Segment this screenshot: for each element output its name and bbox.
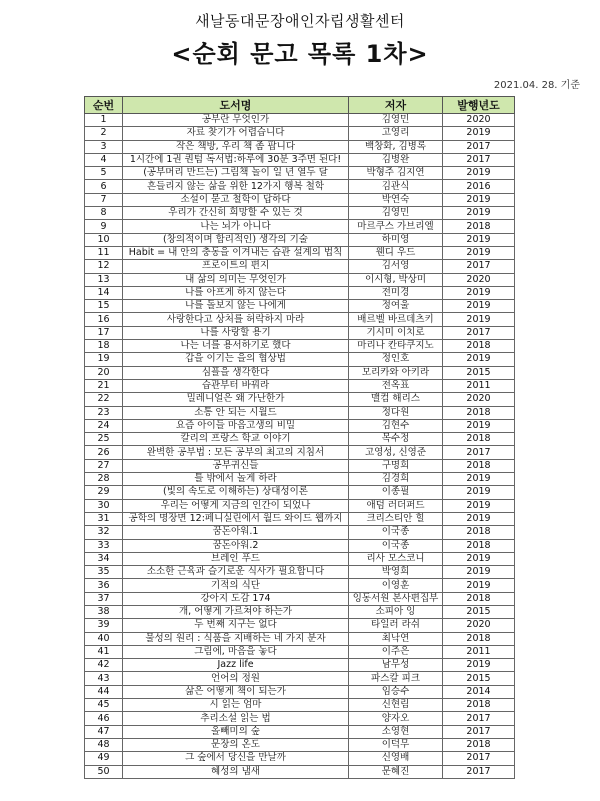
cell-title: 기적의 식단 (123, 579, 349, 592)
cell-year: 2019 (443, 566, 515, 579)
cell-year: 2019 (443, 246, 515, 259)
cell-author: 김영민 (349, 114, 443, 127)
cell-author: 타일러 라쉬 (349, 619, 443, 632)
cell-year: 2017 (443, 446, 515, 459)
column-header-title: 도서명 (123, 97, 349, 114)
cell-author: 소영현 (349, 725, 443, 738)
cell-number: 43 (85, 672, 123, 685)
table-row (85, 659, 515, 672)
cell-author: 이영훈 (349, 579, 443, 592)
cell-author: 기시미 이치로 (349, 326, 443, 339)
cell-number: 40 (85, 632, 123, 645)
cell-number: 29 (85, 486, 123, 499)
cell-year: 2018 (443, 539, 515, 552)
cell-title: 작은 책방, 우리 책 좀 팝니다 (123, 140, 349, 153)
cell-author: 김경희 (349, 473, 443, 486)
cell-year: 2020 (443, 619, 515, 632)
cell-author: 신영배 (349, 752, 443, 765)
cell-year: 2015 (443, 605, 515, 618)
cell-number: 46 (85, 712, 123, 725)
cell-author: 전미경 (349, 286, 443, 299)
column-header-year: 발행년도 (443, 97, 515, 114)
cell-year: 2015 (443, 672, 515, 685)
table-row (85, 459, 515, 472)
cell-title: 삶은 어떻게 책이 되는가 (123, 685, 349, 698)
cell-author: 이국종 (349, 526, 443, 539)
cell-author: 배르벨 바르데츠키 (349, 313, 443, 326)
table-row (85, 353, 515, 366)
cell-year: 2019 (443, 233, 515, 246)
cell-number: 17 (85, 326, 123, 339)
cell-author: 소피아 잉 (349, 605, 443, 618)
cell-number: 28 (85, 473, 123, 486)
cell-author: 김관식 (349, 180, 443, 193)
cell-year: 2018 (443, 738, 515, 751)
table-row (85, 486, 515, 499)
cell-title: 꿈돈아워.1 (123, 526, 349, 539)
cell-number: 24 (85, 419, 123, 432)
cell-title: 문장의 온도 (123, 738, 349, 751)
cell-title: 시 읽는 엄마 (123, 699, 349, 712)
cell-year: 2017 (443, 260, 515, 273)
cell-year: 2017 (443, 153, 515, 166)
cell-number: 11 (85, 246, 123, 259)
cell-title: 꿈돈아워.2 (123, 539, 349, 552)
cell-year: 2019 (443, 353, 515, 366)
cell-title: 칼리의 프랑스 학교 이야기 (123, 433, 349, 446)
cell-number: 3 (85, 140, 123, 153)
cell-number: 50 (85, 765, 123, 778)
cell-year: 2019 (443, 419, 515, 432)
cell-year: 2017 (443, 752, 515, 765)
cell-year: 2019 (443, 207, 515, 220)
cell-author: 맬컴 해리스 (349, 393, 443, 406)
table-row (85, 592, 515, 605)
cell-number: 47 (85, 725, 123, 738)
cell-title: 프로이트의 편지 (123, 260, 349, 273)
table-row (85, 114, 515, 127)
cell-title: 심플을 생각한다 (123, 366, 349, 379)
cell-year: 2019 (443, 300, 515, 313)
cell-year: 2019 (443, 499, 515, 512)
table-row (85, 180, 515, 193)
cell-title: 공부란 무엇인가 (123, 114, 349, 127)
cell-title: 공학의 명장면 12:페니실린에서 월드 와이드 웹까지 (123, 512, 349, 525)
table-row (85, 127, 515, 140)
cell-author: 마리나 칸타쿠지노 (349, 340, 443, 353)
cell-title: 공부귀신들 (123, 459, 349, 472)
cell-number: 27 (85, 459, 123, 472)
cell-year: 2014 (443, 685, 515, 698)
cell-number: 18 (85, 340, 123, 353)
cell-title: 완벽한 공부법 : 모든 공부의 최고의 지침서 (123, 446, 349, 459)
cell-title: Jazz life (123, 659, 349, 672)
page-title: <순회 문고 목록 1차> (171, 40, 429, 68)
cell-number: 15 (85, 300, 123, 313)
cell-author: 김병완 (349, 153, 443, 166)
cell-number: 30 (85, 499, 123, 512)
cell-title: 우리는 어떻게 지금의 인간이 되었나 (123, 499, 349, 512)
table-row (85, 605, 515, 618)
table-row (85, 446, 515, 459)
cell-author: 박연숙 (349, 193, 443, 206)
cell-title: 올빼미의 숲 (123, 725, 349, 738)
table-row (85, 685, 515, 698)
cell-number: 2 (85, 127, 123, 140)
cell-title: 사랑한다고 상처를 허락하지 마라 (123, 313, 349, 326)
table-row (85, 167, 515, 180)
cell-title: 언어의 정원 (123, 672, 349, 685)
cell-number: 19 (85, 353, 123, 366)
cell-year: 2019 (443, 167, 515, 180)
cell-number: 1 (85, 114, 123, 127)
cell-year: 2011 (443, 645, 515, 658)
cell-number: 13 (85, 273, 123, 286)
table-row (85, 393, 515, 406)
cell-year: 2017 (443, 326, 515, 339)
cell-number: 23 (85, 406, 123, 419)
cell-title: 추리소설 읽는 법 (123, 712, 349, 725)
cell-author: 신현림 (349, 699, 443, 712)
table-row (85, 340, 515, 353)
table-row (85, 579, 515, 592)
cell-author: 이시형, 박상미 (349, 273, 443, 286)
cell-year: 2018 (443, 632, 515, 645)
cell-number: 5 (85, 167, 123, 180)
table-row (85, 645, 515, 658)
cell-author: 백창화, 김병록 (349, 140, 443, 153)
cell-number: 9 (85, 220, 123, 233)
cell-number: 41 (85, 645, 123, 658)
cell-title: 내 삶의 의미는 무엇인가 (123, 273, 349, 286)
cell-author: 정여울 (349, 300, 443, 313)
cell-author: 김영민 (349, 207, 443, 220)
cell-year: 2019 (443, 473, 515, 486)
cell-number: 10 (85, 233, 123, 246)
cell-number: 42 (85, 659, 123, 672)
cell-author: 이덕무 (349, 738, 443, 751)
cell-title: 소설이 묻고 철학이 답하다 (123, 193, 349, 206)
cell-author: 박영희 (349, 566, 443, 579)
cell-year: 2016 (443, 180, 515, 193)
cell-number: 35 (85, 566, 123, 579)
cell-year: 2019 (443, 512, 515, 525)
cell-title: 나를 아프게 하지 않는다 (123, 286, 349, 299)
table-row (85, 140, 515, 153)
cell-author: 고영리 (349, 127, 443, 140)
cell-year: 2020 (443, 273, 515, 286)
cell-number: 20 (85, 366, 123, 379)
cell-year: 2018 (443, 433, 515, 446)
cell-year: 2020 (443, 393, 515, 406)
cell-author: 이종필 (349, 486, 443, 499)
cell-year: 2018 (443, 220, 515, 233)
book-list-table (84, 96, 515, 779)
cell-title: 나는 뇌가 아니다 (123, 220, 349, 233)
cell-number: 7 (85, 193, 123, 206)
cell-author: 이국종 (349, 539, 443, 552)
cell-author: 크리스티안 힐 (349, 512, 443, 525)
cell-year: 2019 (443, 579, 515, 592)
cell-author: 파스칼 피크 (349, 672, 443, 685)
cell-year: 2017 (443, 712, 515, 725)
cell-title: 틀 밖에서 놀게 하라 (123, 473, 349, 486)
cell-year: 2018 (443, 340, 515, 353)
cell-author: 하미영 (349, 233, 443, 246)
table-row (85, 326, 515, 339)
table-row (85, 672, 515, 685)
cell-number: 32 (85, 526, 123, 539)
cell-title: 소소한 근육과 슬기로운 식사가 필요합니다 (123, 566, 349, 579)
cell-number: 44 (85, 685, 123, 698)
cell-author: 양자오 (349, 712, 443, 725)
table-row (85, 286, 515, 299)
cell-year: 2018 (443, 526, 515, 539)
cell-title: 밀레니얼은 왜 가난한가 (123, 393, 349, 406)
cell-title: 그림에, 마음을 놓다 (123, 645, 349, 658)
cell-year: 2017 (443, 765, 515, 778)
table-row (85, 246, 515, 259)
cell-title: 우리가 간신히 희망할 수 있는 것 (123, 207, 349, 220)
cell-number: 12 (85, 260, 123, 273)
cell-author: 전옥표 (349, 379, 443, 392)
table-row (85, 233, 515, 246)
cell-author: 김서영 (349, 260, 443, 273)
cell-number: 36 (85, 579, 123, 592)
table-row (85, 433, 515, 446)
cell-year: 2019 (443, 659, 515, 672)
cell-author: 최낙연 (349, 632, 443, 645)
cell-number: 34 (85, 552, 123, 565)
cell-title: (빛의 속도로 이해하는) 상대성이론 (123, 486, 349, 499)
cell-author: 모리카와 아키라 (349, 366, 443, 379)
table-row (85, 153, 515, 166)
table-row (85, 738, 515, 751)
table-row (85, 566, 515, 579)
cell-number: 45 (85, 699, 123, 712)
cell-author: 고영성, 신영준 (349, 446, 443, 459)
cell-title: 물성의 원리 : 식품을 지배하는 네 가지 분자 (123, 632, 349, 645)
cell-title: 그 숲에서 당신을 만날까 (123, 752, 349, 765)
cell-author: 목수정 (349, 433, 443, 446)
table-row (85, 619, 515, 632)
table-row (85, 712, 515, 725)
cell-title: 혜성의 냄새 (123, 765, 349, 778)
cell-author: 임승수 (349, 685, 443, 698)
cell-number: 31 (85, 512, 123, 525)
table-row (85, 207, 515, 220)
cell-year: 2018 (443, 459, 515, 472)
table-row (85, 193, 515, 206)
cell-author: 웬디 우드 (349, 246, 443, 259)
cell-author: 이주은 (349, 645, 443, 658)
table-row (85, 313, 515, 326)
cell-title: 소통 안 되는 시월드 (123, 406, 349, 419)
cell-author: 김현수 (349, 419, 443, 432)
organization-name: 새날동대문장애인자립생활센터 (195, 12, 405, 30)
cell-title: Habit = 내 안의 충동을 이겨내는 습관 설계의 법칙 (123, 246, 349, 259)
cell-title: 나를 돌보지 않는 나에게 (123, 300, 349, 313)
cell-title: 요즘 아이들 마음고생의 비밀 (123, 419, 349, 432)
cell-number: 37 (85, 592, 123, 605)
cell-title: 흔들리지 않는 삶을 위한 12가지 행복 철학 (123, 180, 349, 193)
table-row (85, 725, 515, 738)
cell-number: 39 (85, 619, 123, 632)
cell-title: 습관부터 바꿔라 (123, 379, 349, 392)
cell-number: 26 (85, 446, 123, 459)
cell-year: 2018 (443, 592, 515, 605)
cell-year: 2019 (443, 313, 515, 326)
table-row (85, 379, 515, 392)
cell-year: 2011 (443, 379, 515, 392)
cell-number: 6 (85, 180, 123, 193)
cell-year: 2019 (443, 286, 515, 299)
column-header-number: 순번 (85, 97, 123, 114)
table-row (85, 699, 515, 712)
cell-title: 브레인 푸드 (123, 552, 349, 565)
table-row (85, 406, 515, 419)
cell-year: 2019 (443, 127, 515, 140)
cell-author: 애덤 러더퍼드 (349, 499, 443, 512)
cell-year: 2019 (443, 486, 515, 499)
table-header-row (85, 97, 515, 114)
cell-title: 1시간에 1권 퀀텀 독서법:하루에 30분 3주면 된다! (123, 153, 349, 166)
table-row (85, 499, 515, 512)
cell-year: 2019 (443, 552, 515, 565)
cell-author: 구명희 (349, 459, 443, 472)
cell-title: 두 번째 지구는 없다 (123, 619, 349, 632)
cell-year: 2020 (443, 114, 515, 127)
cell-year: 2018 (443, 699, 515, 712)
cell-title: 갑을 이기는 을의 협상법 (123, 353, 349, 366)
reference-date: 2021.04. 28. 기준 (493, 80, 580, 91)
table-row (85, 632, 515, 645)
cell-title: 강아지 도감 174 (123, 592, 349, 605)
cell-title: (공부머리 만드는) 그림책 놀이 일 년 열두 달 (123, 167, 349, 180)
cell-author: 마르쿠스 가브리엘 (349, 220, 443, 233)
cell-author: 잉동서원 본사편집부 (349, 592, 443, 605)
table-row (85, 419, 515, 432)
cell-title: 나를 사랑할 용기 (123, 326, 349, 339)
table-row (85, 366, 515, 379)
cell-author: 문혜진 (349, 765, 443, 778)
cell-year: 2017 (443, 725, 515, 738)
table-row (85, 473, 515, 486)
table-row (85, 220, 515, 233)
cell-number: 8 (85, 207, 123, 220)
cell-title: 개, 어떻게 가르쳐야 하는가 (123, 605, 349, 618)
cell-number: 22 (85, 393, 123, 406)
cell-year: 2017 (443, 140, 515, 153)
cell-author: 정인호 (349, 353, 443, 366)
table-row (85, 552, 515, 565)
cell-year: 2019 (443, 193, 515, 206)
cell-number: 49 (85, 752, 123, 765)
cell-number: 38 (85, 605, 123, 618)
cell-title: 자료 찾기가 어렵습니다 (123, 127, 349, 140)
table-row (85, 260, 515, 273)
cell-number: 16 (85, 313, 123, 326)
table-row (85, 273, 515, 286)
cell-number: 4 (85, 153, 123, 166)
cell-title: (창의적이며 합리적인) 생각의 기술 (123, 233, 349, 246)
cell-number: 14 (85, 286, 123, 299)
cell-title: 나는 너를 용서하기로 했다 (123, 340, 349, 353)
cell-number: 21 (85, 379, 123, 392)
cell-number: 25 (85, 433, 123, 446)
table-row (85, 512, 515, 525)
table-row (85, 300, 515, 313)
table-row (85, 752, 515, 765)
cell-author: 박형주 김지연 (349, 167, 443, 180)
cell-number: 33 (85, 539, 123, 552)
cell-year: 2018 (443, 406, 515, 419)
cell-number: 48 (85, 738, 123, 751)
column-header-author: 저자 (349, 97, 443, 114)
cell-author: 남무성 (349, 659, 443, 672)
cell-author: 정다원 (349, 406, 443, 419)
table-row (85, 539, 515, 552)
table-row (85, 526, 515, 539)
cell-author: 리사 모스코니 (349, 552, 443, 565)
table-row (85, 765, 515, 778)
cell-year: 2015 (443, 366, 515, 379)
